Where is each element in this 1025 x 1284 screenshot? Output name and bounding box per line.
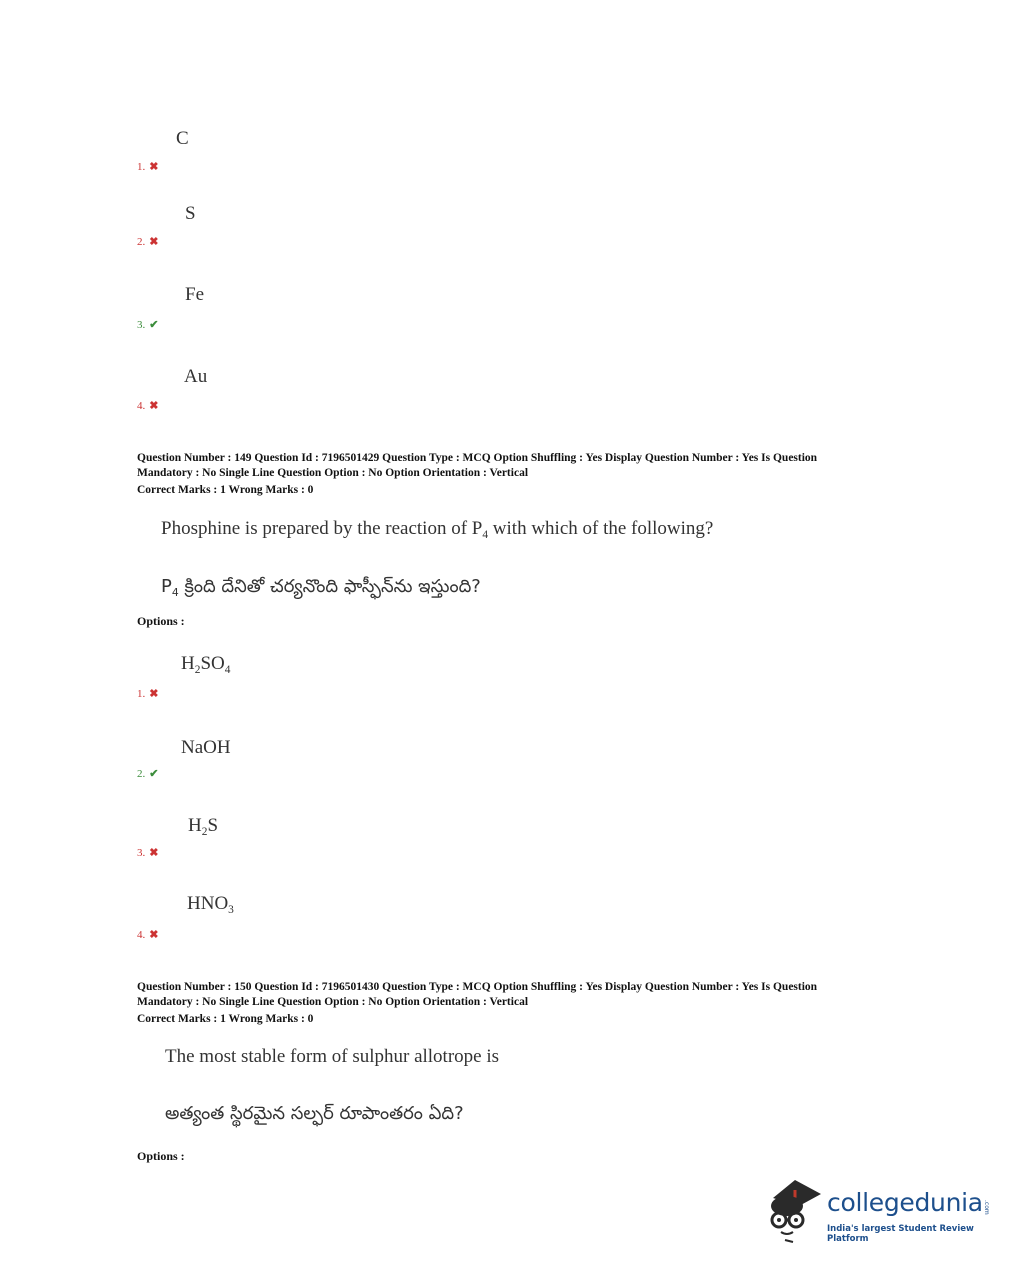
q148-option-4-text: Au [184, 366, 208, 387]
cross-icon: ✖ [149, 400, 159, 412]
logo-name: collegedunia [827, 1188, 983, 1217]
q149-options-label: Options : [137, 614, 185, 628]
q149-question-english: Phosphine is prepared by the reaction of $P_4$ with which of the following? [161, 518, 714, 541]
q148-option-2-text: S [185, 203, 196, 224]
q148-option-1-text: C [176, 128, 189, 149]
q148-option-4-number: 4. ✖ [137, 399, 159, 412]
q149-option-2-text: NaOH [181, 737, 231, 758]
q149-marks: Correct Marks : 1 Wrong Marks : 0 [137, 484, 314, 496]
cross-icon: ✖ [149, 161, 159, 173]
q149-option-4-text: $HNO_3$ [187, 893, 234, 916]
q149-option-1-number: 1. ✖ [137, 687, 159, 700]
q148-option-3-text: Fe [185, 284, 204, 305]
cross-icon: ✖ [149, 929, 159, 941]
q149-meta: Question Number : 149 Question Id : 7196501429 Question Type : MCQ Option Shuffling : Yes Display Question Number : Yes Is Question Mandatory : No Single Line Question Option : No Option Orientation : Vertical Correct Marks : 1 Wrong Marks : 0 [137, 451, 897, 498]
cross-icon: ✖ [149, 236, 159, 248]
q150-meta: Question Number : 150 Question Id : 7196501430 Question Type : MCQ Option Shuffling : Yes Display Question Number : Yes Is Question Mandatory : No Single Line Question Option : No Option Orientation : Vertical Correct Marks : 1 Wrong Marks : 0 [137, 980, 897, 1027]
q149-option-3-text: $H_2S$ [188, 815, 219, 838]
cross-icon: ✖ [149, 847, 159, 859]
check-icon: ✔ [149, 768, 159, 780]
q149-question-telugu: $P_4$ క్రింది దేనితో చర్యనొంది ఫాస్ఫీన్‌ను ఇస్తుంది? [161, 576, 481, 599]
q148-option-3-number: 3. ✔ [137, 318, 159, 331]
q150-question-english: The most stable form of sulphur allotrope is [165, 1046, 500, 1067]
cross-icon: ✖ [149, 688, 159, 700]
check-icon: ✔ [149, 319, 159, 331]
logo-tagline: India's largest Student Review Platform [827, 1224, 974, 1244]
collegedunia-logo[interactable] [765, 1176, 995, 1246]
q149-option-4-number: 4. ✖ [137, 928, 159, 941]
q149-option-2-number: 2. ✔ [137, 767, 159, 780]
q150-marks: Correct Marks : 1 Wrong Marks : 0 [137, 1013, 314, 1025]
q150-question-telugu: అత్యంత స్థిరమైన సల్ఫర్ రూపాంతరం ఏది? [165, 1103, 464, 1124]
q150-options-label: Options : [137, 1149, 185, 1163]
q148-option-1-number: 1. ✖ [137, 160, 159, 173]
q149-option-1-text: $H_2SO_4$ [181, 653, 231, 676]
q148-option-2-number: 2. ✖ [137, 235, 159, 248]
q149-option-3-number: 3. ✖ [137, 846, 159, 859]
logo-suffix: .com [983, 1200, 990, 1215]
mascot-icon [765, 1176, 825, 1244]
